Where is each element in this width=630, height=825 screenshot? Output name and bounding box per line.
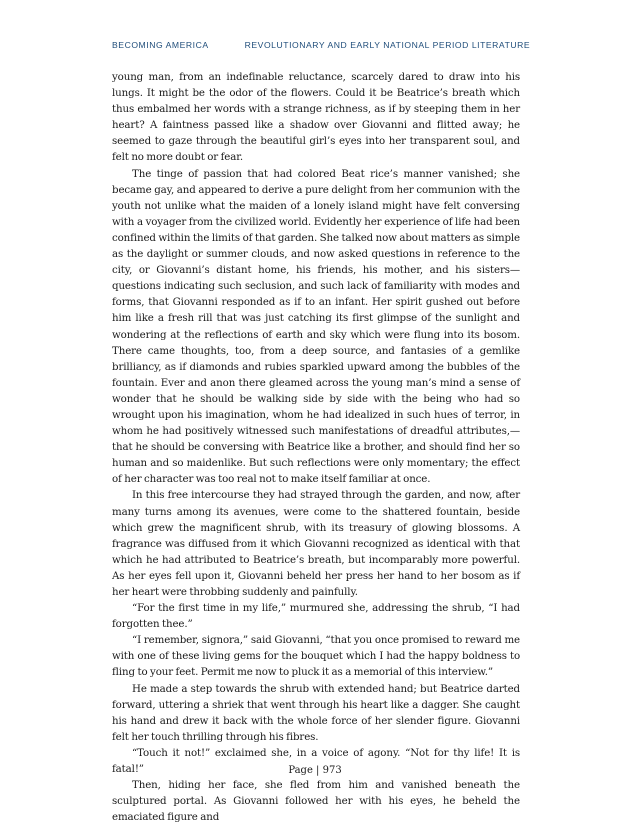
header-book-title: BECOMING AMERICA [112, 40, 209, 50]
paragraph: “I remember, signora,” said Giovanni, “that you once promised to reward me with one of these living gems for the bouquet which I had the happy boldness to fling to your feet. Permit me now to pluck it as a memorial of this interview.” [112, 634, 520, 679]
paragraph: In this free intercourse they had strayed through the garden, and now, after many turns among its avenues, were come to the shattered fountain, beside which grew the magnificent shrub, with its treasury of glowing blossoms. A fragrance was diffused from it which Giovanni recognized as identical with that which he had attributed to Beatrice’s breath, but incomparably more powerful. As her eyes fell upon it, Giovanni beheld her press her hand to her bosom as if her heart were throbbing suddenly and painfully. [112, 489, 520, 598]
header-section-title: REVOLUTIONARY AND EARLY NATIONAL PERIOD LITERATURE [244, 40, 531, 50]
page-number: Page | 973 [288, 765, 342, 776]
running-header [112, 40, 530, 50]
body-text [112, 69, 520, 825]
paragraph: “Touch it not!” exclaimed she, in a voice of agony. “Not for thy life! It is fatal!” [112, 746, 520, 776]
paragraph: Then, hiding her face, she fled from him and vanished beneath the sculptured portal. As Giovanni followed her with his eyes, he beheld the emaciated figure and [112, 779, 520, 824]
paragraph: young man, from an indefinable reluctance, scarcely dared to draw into his lungs. It might be the odor of the flowers. Could it be Beatrice’s breath which thus embalmed her words with a strange richness, as if by steeping them in her heart? A faintness passed like a shadow over Giovanni and flitted away; he seemed to gaze through the beautiful girl’s eyes into her transparent soul, and felt no more doubt or fear. [112, 71, 520, 164]
paragraph: He made a step towards the shrub with extended hand; but Beatrice darted forward, uttering a shriek that went through his heart like a dagger. She caught his hand and drew it back with the whole force of her slender figure. Giovanni felt her touch thrilling through his fibres. [112, 682, 520, 743]
paragraph: The tinge of passion that had colored Beat rice’s manner vanished; she became gay, and appeared to derive a pure delight from her communion with the youth not unlike what the maiden of a lonely island might have felt conversing with a voyager from the civilized world. Evidently her experience of life had been confined within the limits of that garden. She talked now about matters as simple as the daylight or summer clouds, and now asked questions in reference to the city, or Giovanni’s distant home, his friends, his mother, and his sisters—questions indicating such seclusion, and such lack of familiarity with modes and forms, that Giovanni responded as if to an infant. Her spirit gushed out before him like a fresh rill that was just catching its first glimpse of the sunlight and wondering at the reflections of earth and sky which were flung into its bosom. There came thoughts, too, from a deep source, and fantasies of a gemlike brilliancy, as if diamonds and rubies sparkled upward among the bubbles of the fountain. Ever and anon there gleamed across the young man’s mind a sense of wonder that he should be walking side by side with the being who had so wrought upon his imagination, whom he had idealized in such hues of terror, in whom he had positively witnessed such manifestations of dreadful attributes,—that he should be conversing with Beatrice like a brother, and should find her so human and so maidenlike. But such reflections were only momentary; the effect of her character was too real not to make itself familiar at once. [112, 167, 520, 486]
paragraph: “For the first time in my life,” murmured she, addressing the shrub, “I had forgotten thee.” [112, 602, 520, 631]
